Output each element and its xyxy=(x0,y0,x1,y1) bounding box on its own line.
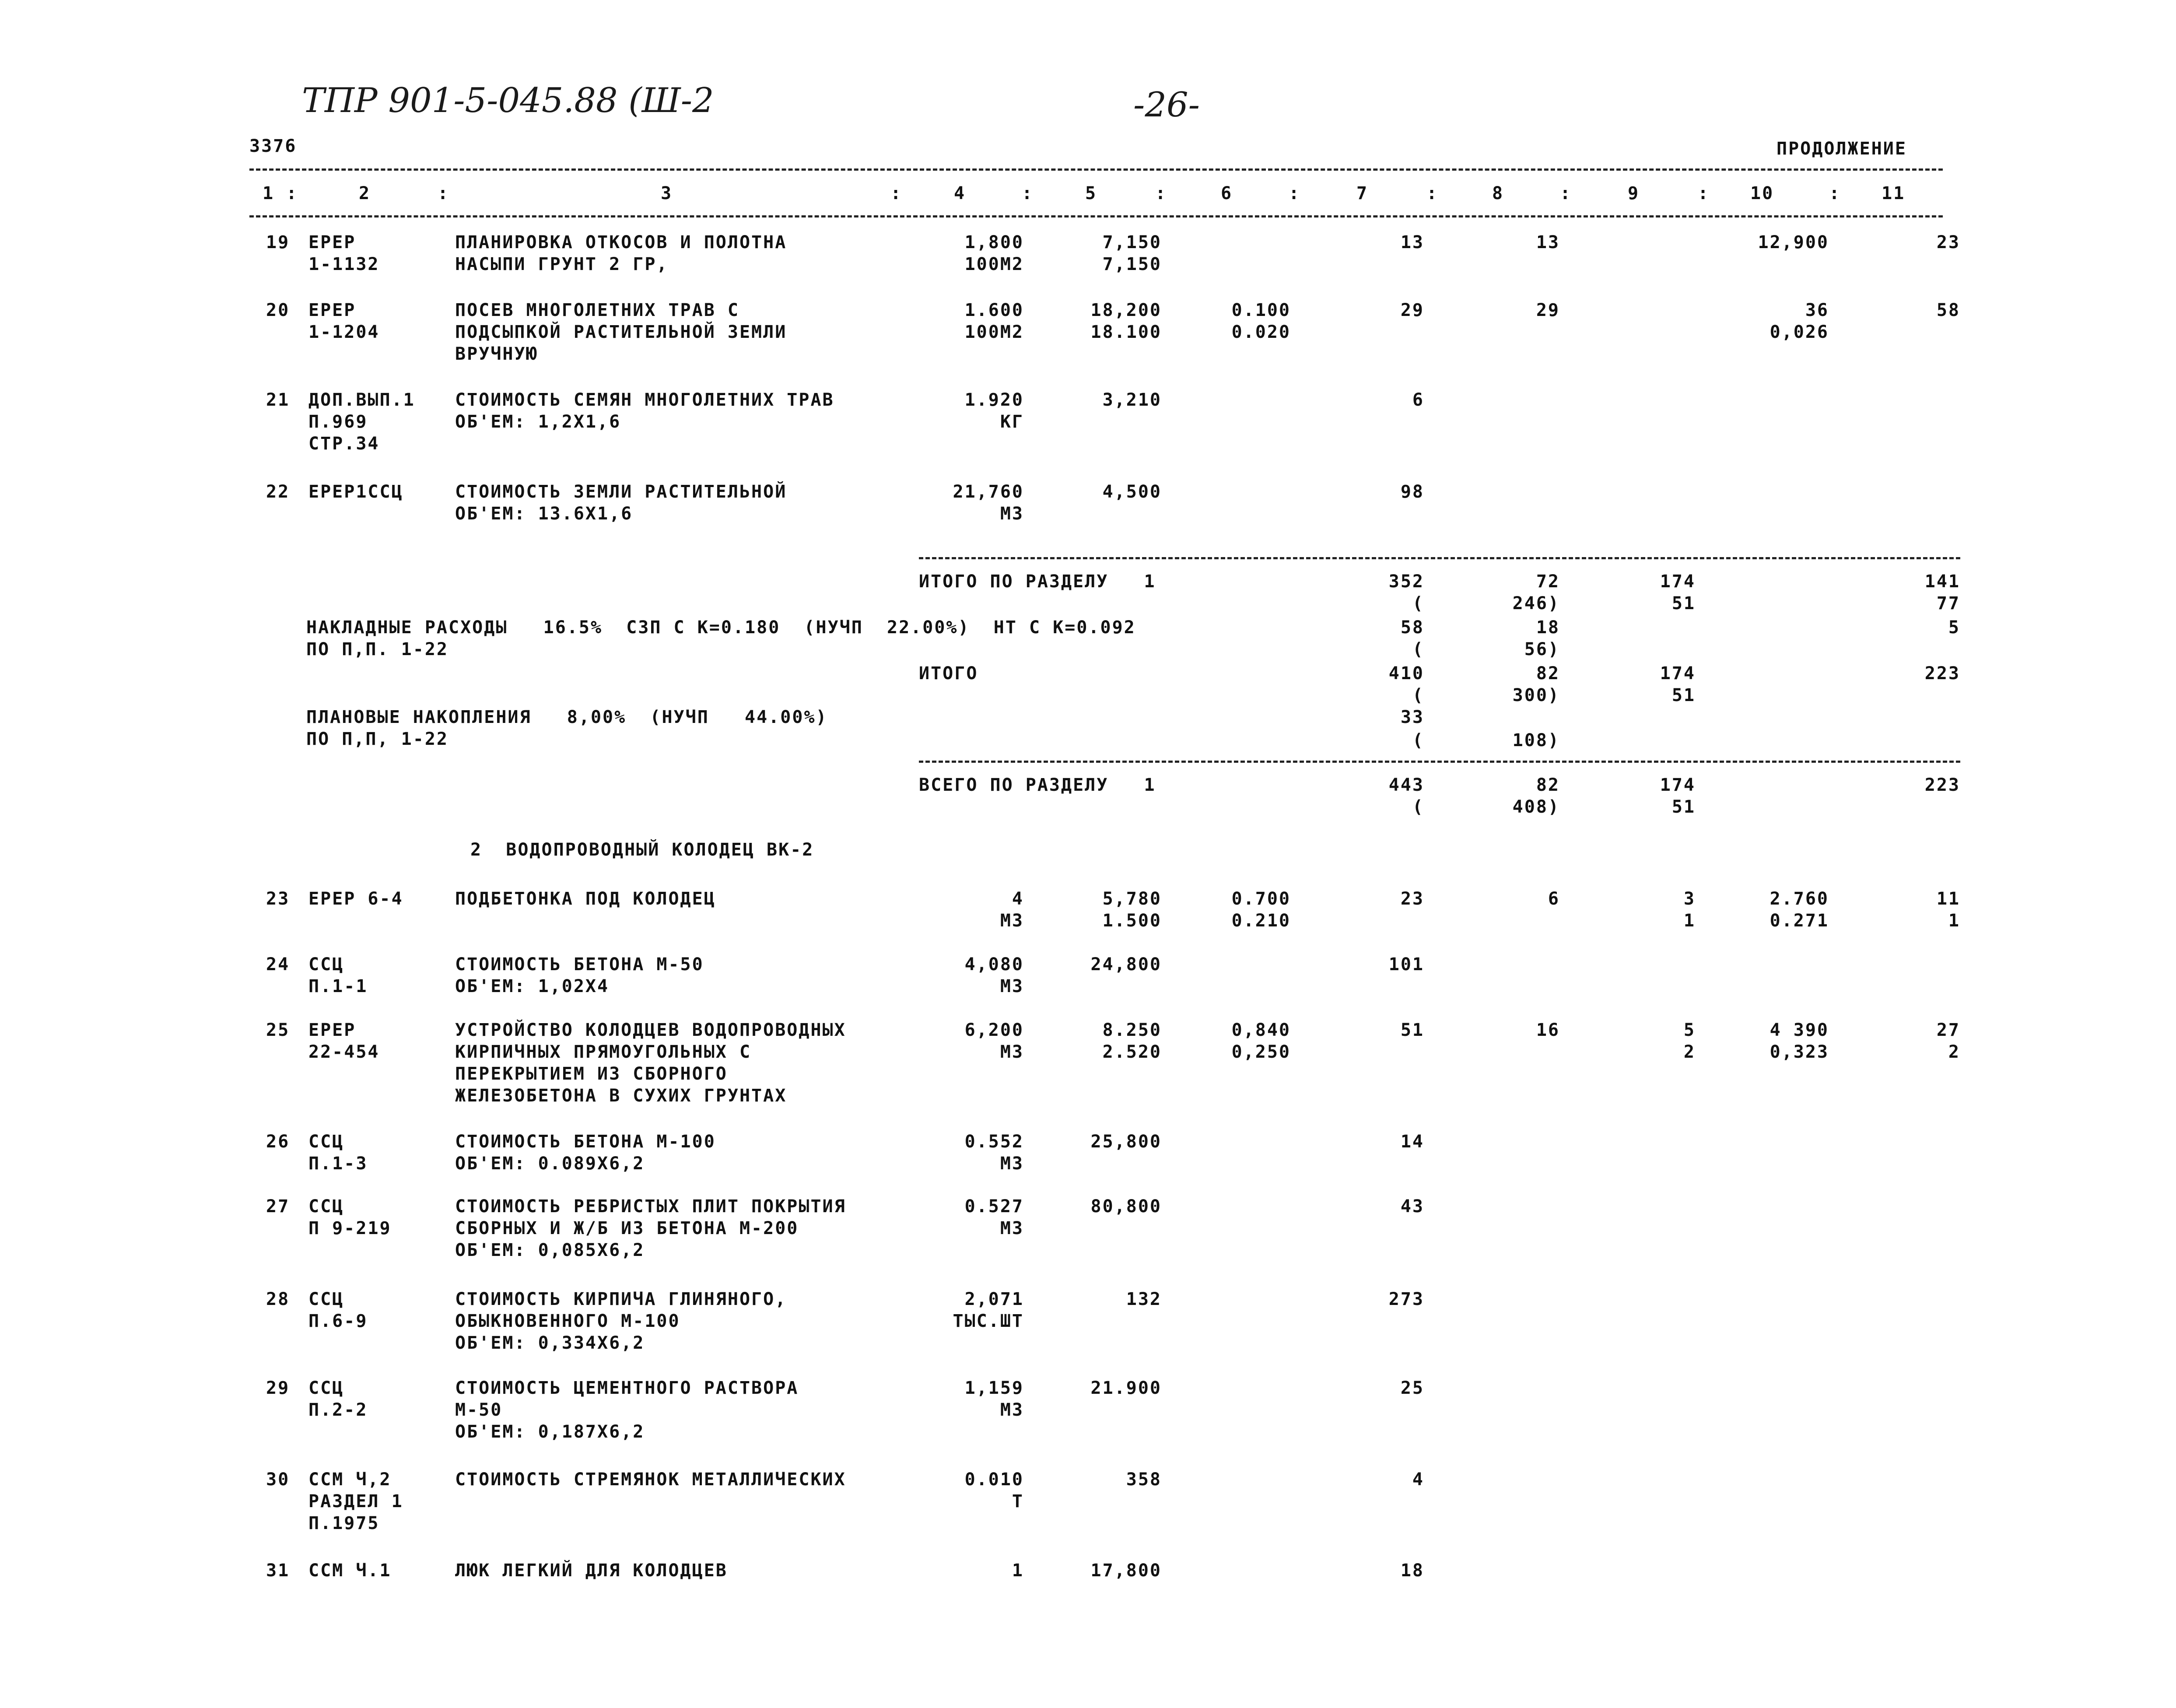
row-code: ССЦ xyxy=(308,1132,344,1152)
column-header-12: : xyxy=(1426,183,1439,203)
section-2-title: 2 ВОДОПРОВОДНЫЙ КОЛОДЕЦ ВК-2 xyxy=(470,840,814,860)
row-unit: 100М2 xyxy=(964,322,1024,342)
column-header-10: : xyxy=(1289,183,1301,203)
row-unit-price: 7,150 xyxy=(1102,232,1162,253)
row-description: СТОИМОСТЬ СЕМЯН МНОГОЛЕТНИХ ТРАВ xyxy=(455,390,834,410)
row-number: 29 xyxy=(266,1378,290,1398)
total-col8: 82 xyxy=(1536,663,1560,684)
row-code: П 9-219 xyxy=(308,1218,392,1238)
row-unit: М3 xyxy=(1000,1218,1024,1238)
column-header-11: 7 xyxy=(1356,183,1369,203)
row-unit-price: 80,800 xyxy=(1090,1196,1162,1217)
row-quantity: 4,080 xyxy=(964,954,1024,975)
column-header-5: 4 xyxy=(954,183,966,203)
row-col8: 6 xyxy=(1548,889,1560,909)
row-unit-price: 24,800 xyxy=(1090,954,1162,975)
section-total-col9: 174 xyxy=(1660,572,1696,592)
planned-savings-scope: ПО П,П, 1-22 xyxy=(306,729,449,749)
row-unit-price: 18.100 xyxy=(1090,322,1162,342)
row-description: М-50 xyxy=(455,1400,503,1420)
row-col11: 58 xyxy=(1936,300,1960,320)
planned-col7: 33 xyxy=(1400,707,1424,727)
overhead-col7: 58 xyxy=(1400,617,1424,638)
row-total-cost: 13 xyxy=(1400,232,1424,253)
row-col10: 12,900 xyxy=(1758,232,1829,253)
row-description: СТОИМОСТЬ РЕБРИСТЫХ ПЛИТ ПОКРЫТИЯ xyxy=(455,1196,846,1217)
row-total-cost: 51 xyxy=(1400,1020,1424,1040)
row-unit: М3 xyxy=(1000,1154,1024,1174)
grand-total-rule xyxy=(919,761,1960,763)
row-number: 20 xyxy=(266,300,290,320)
row-unit: М3 xyxy=(1000,1400,1024,1420)
section-total-label: ИТОГО ПО РАЗДЕЛУ 1 xyxy=(919,572,1156,592)
row-col10: 4 390 xyxy=(1770,1020,1829,1040)
row-quantity: 1,800 xyxy=(964,232,1024,253)
section-total-col7: 352 xyxy=(1388,572,1424,592)
section-total-col11: 141 xyxy=(1924,572,1960,592)
row-unit: КГ xyxy=(1000,412,1024,432)
row-col10: 2.760 xyxy=(1770,889,1829,909)
row-description: ОБ'ЕМ: 1,02Х4 xyxy=(455,976,610,996)
row-col9: 5 xyxy=(1683,1020,1696,1040)
grand-total-col7-bracket: ( xyxy=(1412,797,1424,817)
row-col9: 1 xyxy=(1683,911,1696,931)
row-number: 25 xyxy=(266,1020,290,1040)
row-number: 28 xyxy=(266,1289,290,1309)
row-number: 31 xyxy=(266,1561,290,1581)
row-description: СТОИМОСТЬ КИРПИЧА ГЛИНЯНОГО, xyxy=(455,1289,787,1309)
row-col6: 0.100 xyxy=(1231,300,1291,320)
row-code: 22-454 xyxy=(308,1042,380,1062)
overhead-col11: 5 xyxy=(1948,617,1960,638)
row-unit-price: 358 xyxy=(1126,1470,1162,1490)
row-code: П.6-9 xyxy=(308,1311,368,1331)
row-col9: 2 xyxy=(1683,1042,1696,1062)
column-header-15: 9 xyxy=(1628,183,1640,203)
row-total-cost: 6 xyxy=(1412,390,1424,410)
column-header-0: 1 : xyxy=(263,183,298,203)
total-col8-bracket: 300) xyxy=(1512,685,1560,705)
row-total-cost: 101 xyxy=(1388,954,1424,975)
row-unit-price: 21.900 xyxy=(1090,1378,1162,1398)
row-quantity: 2,071 xyxy=(964,1289,1024,1309)
row-code: П.1-1 xyxy=(308,976,368,996)
row-total-cost: 29 xyxy=(1400,300,1424,320)
column-header-4: : xyxy=(890,183,903,203)
column-header-18: : xyxy=(1829,183,1841,203)
row-code: 1-1132 xyxy=(308,254,380,274)
grand-total-col9: 174 xyxy=(1660,775,1696,795)
row-col8: 29 xyxy=(1536,300,1560,320)
row-unit-price: 3,210 xyxy=(1102,390,1162,410)
row-code: П.1-3 xyxy=(308,1154,368,1174)
subtotal-rule xyxy=(919,557,1960,559)
row-description: СТОИМОСТЬ БЕТОНА М-50 xyxy=(455,954,704,975)
row-code: П.2-2 xyxy=(308,1400,368,1420)
column-header-9: 6 xyxy=(1221,183,1233,203)
overhead-scope: ПО П,П. 1-22 xyxy=(306,639,449,659)
row-code: ССЦ xyxy=(308,1289,344,1309)
row-total-cost: 18 xyxy=(1400,1561,1424,1581)
row-col10: 36 xyxy=(1805,300,1829,320)
row-total-cost: 98 xyxy=(1400,482,1424,502)
row-col11: 11 xyxy=(1936,889,1960,909)
row-total-cost: 4 xyxy=(1412,1470,1424,1490)
column-header-13: 8 xyxy=(1492,183,1504,203)
row-code: ССМ Ч,2 xyxy=(308,1470,392,1490)
row-quantity: 1 xyxy=(1012,1561,1024,1581)
row-col11: 2 xyxy=(1948,1042,1960,1062)
row-description: ПЕРЕКРЫТИЕМ ИЗ СБОРНОГО xyxy=(455,1064,728,1084)
row-number: 19 xyxy=(266,232,290,253)
row-col6: 0,840 xyxy=(1231,1020,1291,1040)
row-code: СТР.34 xyxy=(308,434,380,454)
column-header-14: : xyxy=(1560,183,1572,203)
grand-total-col8-bracket: 408) xyxy=(1512,797,1560,817)
row-code: П.969 xyxy=(308,412,368,432)
grand-total-col11: 223 xyxy=(1924,775,1960,795)
row-quantity: 0.552 xyxy=(964,1132,1024,1152)
total-col9: 174 xyxy=(1660,663,1696,684)
column-header-7: 5 xyxy=(1085,183,1097,203)
overhead-col8: 18 xyxy=(1536,617,1560,638)
row-description: ОБ'ЕМ: 0,334Х6,2 xyxy=(455,1333,645,1353)
row-code: ССЦ xyxy=(308,1196,344,1217)
row-number: 23 xyxy=(266,889,290,909)
row-code: ЕРЕР1ССЦ xyxy=(308,482,403,502)
overhead-col8-bracket: 56) xyxy=(1524,639,1560,659)
row-unit-price: 5,780 xyxy=(1102,889,1162,909)
row-total-cost: 14 xyxy=(1400,1132,1424,1152)
total-col7-bracket: ( xyxy=(1412,685,1424,705)
row-description: ПЛАНИРОВКА ОТКОСОВ И ПОЛОТНА xyxy=(455,232,787,253)
row-description: СБОРНЫХ И Ж/Б ИЗ БЕТОНА М-200 xyxy=(455,1218,799,1238)
header-bottom-rule xyxy=(249,215,1943,217)
row-col8: 13 xyxy=(1536,232,1560,253)
row-unit: М3 xyxy=(1000,1042,1024,1062)
row-description: ЛЮК ЛЕГКИЙ ДЛЯ КОЛОДЦЕВ xyxy=(455,1561,728,1581)
row-col6: 0.020 xyxy=(1231,322,1291,342)
row-quantity: 21,760 xyxy=(953,482,1024,502)
row-total-cost: 25 xyxy=(1400,1378,1424,1398)
document-code: ТПР 901-5-045.88 (Ш-2 xyxy=(302,81,714,120)
section-total-col11b: 77 xyxy=(1936,593,1960,614)
row-col6: 0.210 xyxy=(1231,911,1291,931)
row-quantity: 0.010 xyxy=(964,1470,1024,1490)
row-description: СТОИМОСТЬ БЕТОНА М-100 xyxy=(455,1132,716,1152)
grand-total-col8: 82 xyxy=(1536,775,1560,795)
row-col10: 0.271 xyxy=(1770,911,1829,931)
row-description: ОБ'ЕМ: 1,2Х1,6 xyxy=(455,412,621,432)
row-number: 22 xyxy=(266,482,290,502)
row-description: ОБЫКНОВЕННОГО М-100 xyxy=(455,1311,680,1331)
row-unit: ТЫС.ШТ xyxy=(953,1311,1024,1331)
row-unit-price: 7,150 xyxy=(1102,254,1162,274)
row-description: ОБ'ЕМ: 0.089Х6,2 xyxy=(455,1154,645,1174)
column-header-3: 3 xyxy=(661,183,673,203)
row-col10: 0,026 xyxy=(1770,322,1829,342)
continuation-label: ПРОДОЛЖЕНИЕ xyxy=(1777,139,1907,159)
row-number: 26 xyxy=(266,1132,290,1152)
row-code: ДОП.ВЫП.1 xyxy=(308,390,415,410)
total-col11: 223 xyxy=(1924,663,1960,684)
row-col8: 16 xyxy=(1536,1020,1560,1040)
row-col9: 3 xyxy=(1683,889,1696,909)
row-unit: М3 xyxy=(1000,976,1024,996)
row-col6: 0.700 xyxy=(1231,889,1291,909)
row-quantity: 1.920 xyxy=(964,390,1024,410)
overhead-col7-bracket: ( xyxy=(1412,639,1424,659)
row-col10: 0,323 xyxy=(1770,1042,1829,1062)
row-number: 21 xyxy=(266,390,290,410)
row-quantity: 6,200 xyxy=(964,1020,1024,1040)
total-col7: 410 xyxy=(1388,663,1424,684)
row-description: ПОДБЕТОНКА ПОД КОЛОДЕЦ xyxy=(455,889,716,909)
header-top-rule xyxy=(249,168,1943,171)
row-col6: 0,250 xyxy=(1231,1042,1291,1062)
column-header-6: : xyxy=(1022,183,1034,203)
row-col11: 23 xyxy=(1936,232,1960,253)
row-code: РАЗДЕЛ 1 xyxy=(308,1491,403,1512)
row-total-cost: 23 xyxy=(1400,889,1424,909)
row-description: СТОИМОСТЬ СТРЕМЯНОК МЕТАЛЛИЧЕСКИХ xyxy=(455,1470,846,1490)
row-unit: Т xyxy=(1012,1491,1024,1512)
section-total-col7-bracket: ( xyxy=(1412,593,1424,614)
planned-col7-bracket: ( xyxy=(1412,730,1424,751)
row-code: ЕРЕР xyxy=(308,300,356,320)
overhead-label: НАКЛАДНЫЕ РАСХОДЫ 16.5% СЗП С К=0.180 (НУЧП 22.00%) НТ С К=0.092 xyxy=(306,617,1136,638)
row-unit: 100М2 xyxy=(964,254,1024,274)
row-description: ПОДСЫПКОЙ РАСТИТЕЛЬНОЙ ЗЕМЛИ xyxy=(455,322,787,342)
row-quantity: 4 xyxy=(1012,889,1024,909)
row-total-cost: 43 xyxy=(1400,1196,1424,1217)
section-total-col9b: 51 xyxy=(1671,593,1696,614)
row-unit-price: 17,800 xyxy=(1090,1561,1162,1581)
row-unit-price: 25,800 xyxy=(1090,1132,1162,1152)
total-label: ИТОГО xyxy=(919,663,978,684)
column-header-19: 11 xyxy=(1882,183,1906,203)
row-quantity: 0.527 xyxy=(964,1196,1024,1217)
row-description: НАСЫПИ ГРУНТ 2 ГР, xyxy=(455,254,669,274)
row-description: КИРПИЧНЫХ ПРЯМОУГОЛЬНЫХ С xyxy=(455,1042,752,1062)
row-description: УСТРОЙСТВО КОЛОДЦЕВ ВОДОПРОВОДНЫХ xyxy=(455,1020,846,1040)
sheet-code: 3376 xyxy=(249,136,297,156)
row-col11: 27 xyxy=(1936,1020,1960,1040)
column-header-2: : xyxy=(438,183,450,203)
row-description: ОБ'ЕМ: 0,085Х6,2 xyxy=(455,1240,645,1260)
row-code: ССМ Ч.1 xyxy=(308,1561,392,1581)
row-description: ОБ'ЕМ: 13.6Х1,6 xyxy=(455,504,633,524)
row-unit-price: 1.500 xyxy=(1102,911,1162,931)
row-description: ВРУЧНУЮ xyxy=(455,344,538,364)
row-description: СТОИМОСТЬ ЦЕМЕНТНОГО РАСТВОРА xyxy=(455,1378,799,1398)
planned-col8-bracket: 108) xyxy=(1512,730,1560,751)
row-code: ССЦ xyxy=(308,1378,344,1398)
row-number: 30 xyxy=(266,1470,290,1490)
row-unit-price: 4,500 xyxy=(1102,482,1162,502)
grand-total-col9b: 51 xyxy=(1671,797,1696,817)
row-code: ССЦ xyxy=(308,954,344,975)
total-col9b: 51 xyxy=(1671,685,1696,705)
column-header-16: : xyxy=(1698,183,1710,203)
row-description: ОБ'ЕМ: 0,187Х6,2 xyxy=(455,1422,645,1442)
grand-total-label: ВСЕГО ПО РАЗДЕЛУ 1 xyxy=(919,775,1156,795)
section-total-col8: 72 xyxy=(1536,572,1560,592)
row-number: 24 xyxy=(266,954,290,975)
row-quantity: 1.600 xyxy=(964,300,1024,320)
row-unit-price: 8.250 xyxy=(1102,1020,1162,1040)
column-header-8: : xyxy=(1155,183,1167,203)
row-description: ПОСЕВ МНОГОЛЕТНИХ ТРАВ С xyxy=(455,300,739,320)
row-unit: М3 xyxy=(1000,504,1024,524)
row-unit-price: 132 xyxy=(1126,1289,1162,1309)
column-header-17: 10 xyxy=(1750,183,1774,203)
row-code: ЕРЕР 6-4 xyxy=(308,889,403,909)
row-unit-price: 18,200 xyxy=(1090,300,1162,320)
column-header-1: 2 xyxy=(359,183,371,203)
section-total-col8-bracket: 246) xyxy=(1512,593,1560,614)
row-code: ЕРЕР xyxy=(308,1020,356,1040)
page-number: -26- xyxy=(1133,85,1200,125)
row-code: П.1975 xyxy=(308,1513,380,1533)
row-unit: М3 xyxy=(1000,911,1024,931)
row-quantity: 1,159 xyxy=(964,1378,1024,1398)
planned-savings-label: ПЛАНОВЫЕ НАКОПЛЕНИЯ 8,00% (НУЧП 44.00%) xyxy=(306,707,828,727)
row-description: СТОИМОСТЬ ЗЕМЛИ РАСТИТЕЛЬНОЙ xyxy=(455,482,787,502)
row-total-cost: 273 xyxy=(1388,1289,1424,1309)
row-number: 27 xyxy=(266,1196,290,1217)
row-col11: 1 xyxy=(1948,911,1960,931)
row-code: ЕРЕР xyxy=(308,232,356,253)
grand-total-col7: 443 xyxy=(1388,775,1424,795)
row-code: 1-1204 xyxy=(308,322,380,342)
row-unit-price: 2.520 xyxy=(1102,1042,1162,1062)
row-description: ЖЕЛЕЗОБЕТОНА В СУХИХ ГРУНТАХ xyxy=(455,1086,787,1106)
